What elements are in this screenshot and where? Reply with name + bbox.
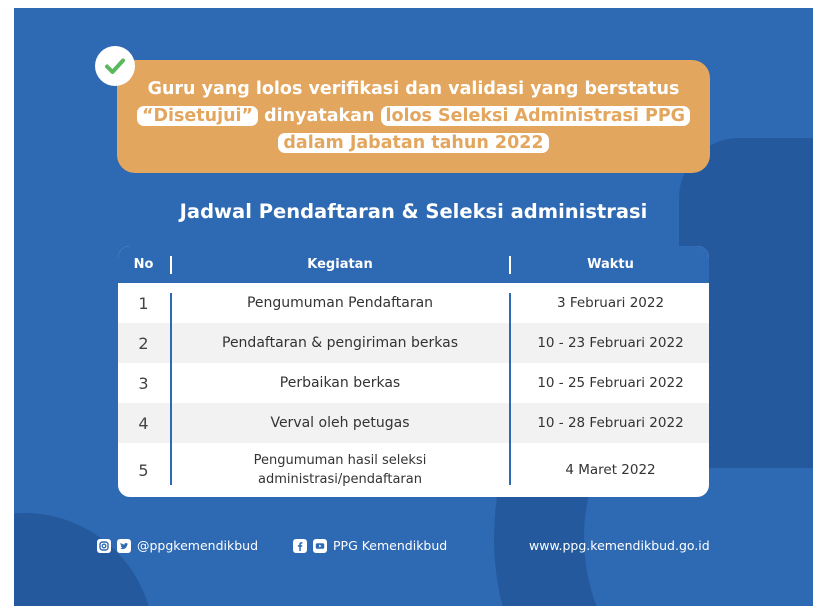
row-number: 5 bbox=[138, 460, 149, 480]
row-number: 1 bbox=[138, 293, 149, 313]
notice-plain-text: dinyatakan bbox=[264, 106, 375, 126]
row-date: 10 - 25 Februari 2022 bbox=[537, 375, 684, 391]
instagram-icon[interactable] bbox=[97, 539, 111, 553]
table-row bbox=[118, 283, 709, 323]
row-activity: Pendaftaran & pengiriman berkas bbox=[222, 335, 458, 351]
poster bbox=[14, 8, 813, 606]
table-header bbox=[118, 246, 709, 283]
table-row bbox=[118, 443, 709, 497]
facebook-icon[interactable] bbox=[293, 539, 307, 553]
footer-website bbox=[529, 538, 710, 553]
row-date: 10 - 28 Februari 2022 bbox=[537, 415, 684, 431]
row-activity: Pengumuman Pendaftaran bbox=[246, 295, 434, 311]
row-activity-line-1: Pengumuman hasil seleksi bbox=[253, 453, 427, 468]
table-row bbox=[118, 323, 709, 363]
schedule-table bbox=[118, 246, 709, 497]
footer-channels bbox=[293, 538, 447, 553]
header-no: No bbox=[133, 257, 154, 272]
notice-banner bbox=[117, 60, 710, 173]
twitter-icon[interactable] bbox=[117, 539, 131, 553]
row-date: 10 - 23 Februari 2022 bbox=[537, 335, 684, 351]
decorative-circle bbox=[14, 513, 154, 606]
header-waktu: Waktu bbox=[587, 257, 634, 272]
row-activity: Perbaikan berkas bbox=[279, 375, 401, 391]
footer-social bbox=[97, 538, 258, 553]
header-kegiatan: Kegiatan bbox=[307, 257, 373, 272]
column-divider bbox=[509, 293, 511, 485]
row-number: 2 bbox=[138, 333, 149, 353]
row-date: 3 Februari 2022 bbox=[556, 295, 665, 311]
header-divider bbox=[509, 256, 511, 274]
row-activity-line-2: administrasi/pendaftaran bbox=[258, 472, 422, 487]
table-body bbox=[118, 283, 709, 497]
youtube-icon[interactable] bbox=[313, 539, 327, 553]
website-link[interactable]: www.ppg.kemendikbud.go.id bbox=[529, 538, 710, 553]
notice-line-2 bbox=[117, 103, 710, 130]
checkmark-icon bbox=[95, 46, 135, 86]
notice-line-1: Guru yang lolos verifikasi dan validasi yang berstatus bbox=[147, 79, 680, 99]
result-highlight: lolos Seleksi Administrasi PPG bbox=[381, 106, 691, 126]
page-title: Jadwal Pendaftaran & Seleksi administrasi bbox=[179, 200, 648, 223]
table-row bbox=[118, 363, 709, 403]
channel-name: PPG Kemendikbud bbox=[333, 538, 448, 553]
row-activity bbox=[171, 443, 509, 497]
notice-line-3 bbox=[117, 130, 710, 157]
column-divider bbox=[170, 293, 172, 485]
status-highlight: “Disetujui” bbox=[137, 106, 258, 126]
row-number: 4 bbox=[138, 413, 149, 433]
program-highlight: dalam Jabatan tahun 2022 bbox=[278, 133, 548, 153]
row-activity: Verval oleh petugas bbox=[270, 415, 410, 431]
social-handle: @ppgkemendikbud bbox=[137, 538, 259, 553]
row-date: 4 Maret 2022 bbox=[565, 462, 656, 478]
row-number: 3 bbox=[138, 373, 149, 393]
table-row bbox=[118, 403, 709, 443]
